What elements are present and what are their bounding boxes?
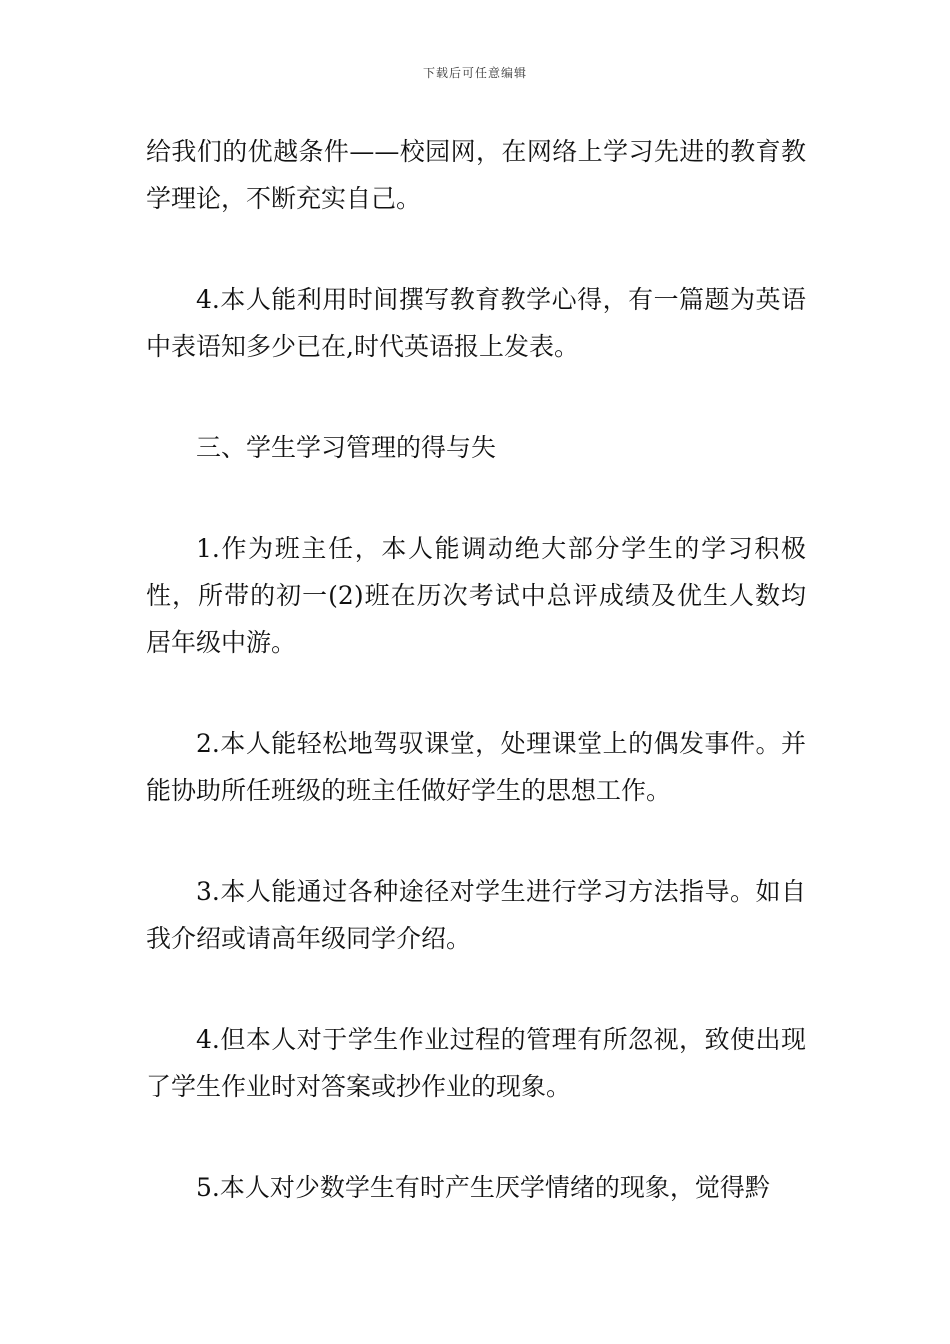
paragraph-item-4-writing: 4.本人能利用时间撰写教育教学心得，有一篇题为英语中表语知多少已在,时代英语报上发表。 xyxy=(146,285,806,361)
document-body xyxy=(146,128,806,1265)
paragraph-item-1-class-teacher: 1.作为班主任，本人能调动绝大部分学生的学习积极性，所带的初一(2)班在历次考试中总评成绩及优生人数均居年级中游。 xyxy=(146,534,806,657)
paragraph-continuation: 给我们的优越条件——校园网，在网络上学习先进的教育教学理论，不断充实自己。 xyxy=(146,137,806,213)
paragraph-item-5-truancy: 5.本人对少数学生有时产生厌学情绪的现象，觉得黔 xyxy=(196,1173,770,1202)
paragraph-item-3-study-methods: 3.本人能通过各种途径对学生进行学习方法指导。如自我介绍或请高年级同学介绍。 xyxy=(146,877,806,953)
section-heading-student-management: 三、学生学习管理的得与失 xyxy=(196,433,497,462)
paragraph-item-4-homework: 4.但本人对于学生作业过程的管理有所忽视，致使出现了学生作业时对答案或抄作业的现象。 xyxy=(146,1025,806,1101)
paragraph-item-2-classroom: 2.本人能轻松地驾驭课堂，处理课堂上的偶发事件。并能协助所任班级的班主任做好学生的思想工作。 xyxy=(146,729,806,805)
page-header-note: 下载后可任意编辑 xyxy=(422,66,527,80)
